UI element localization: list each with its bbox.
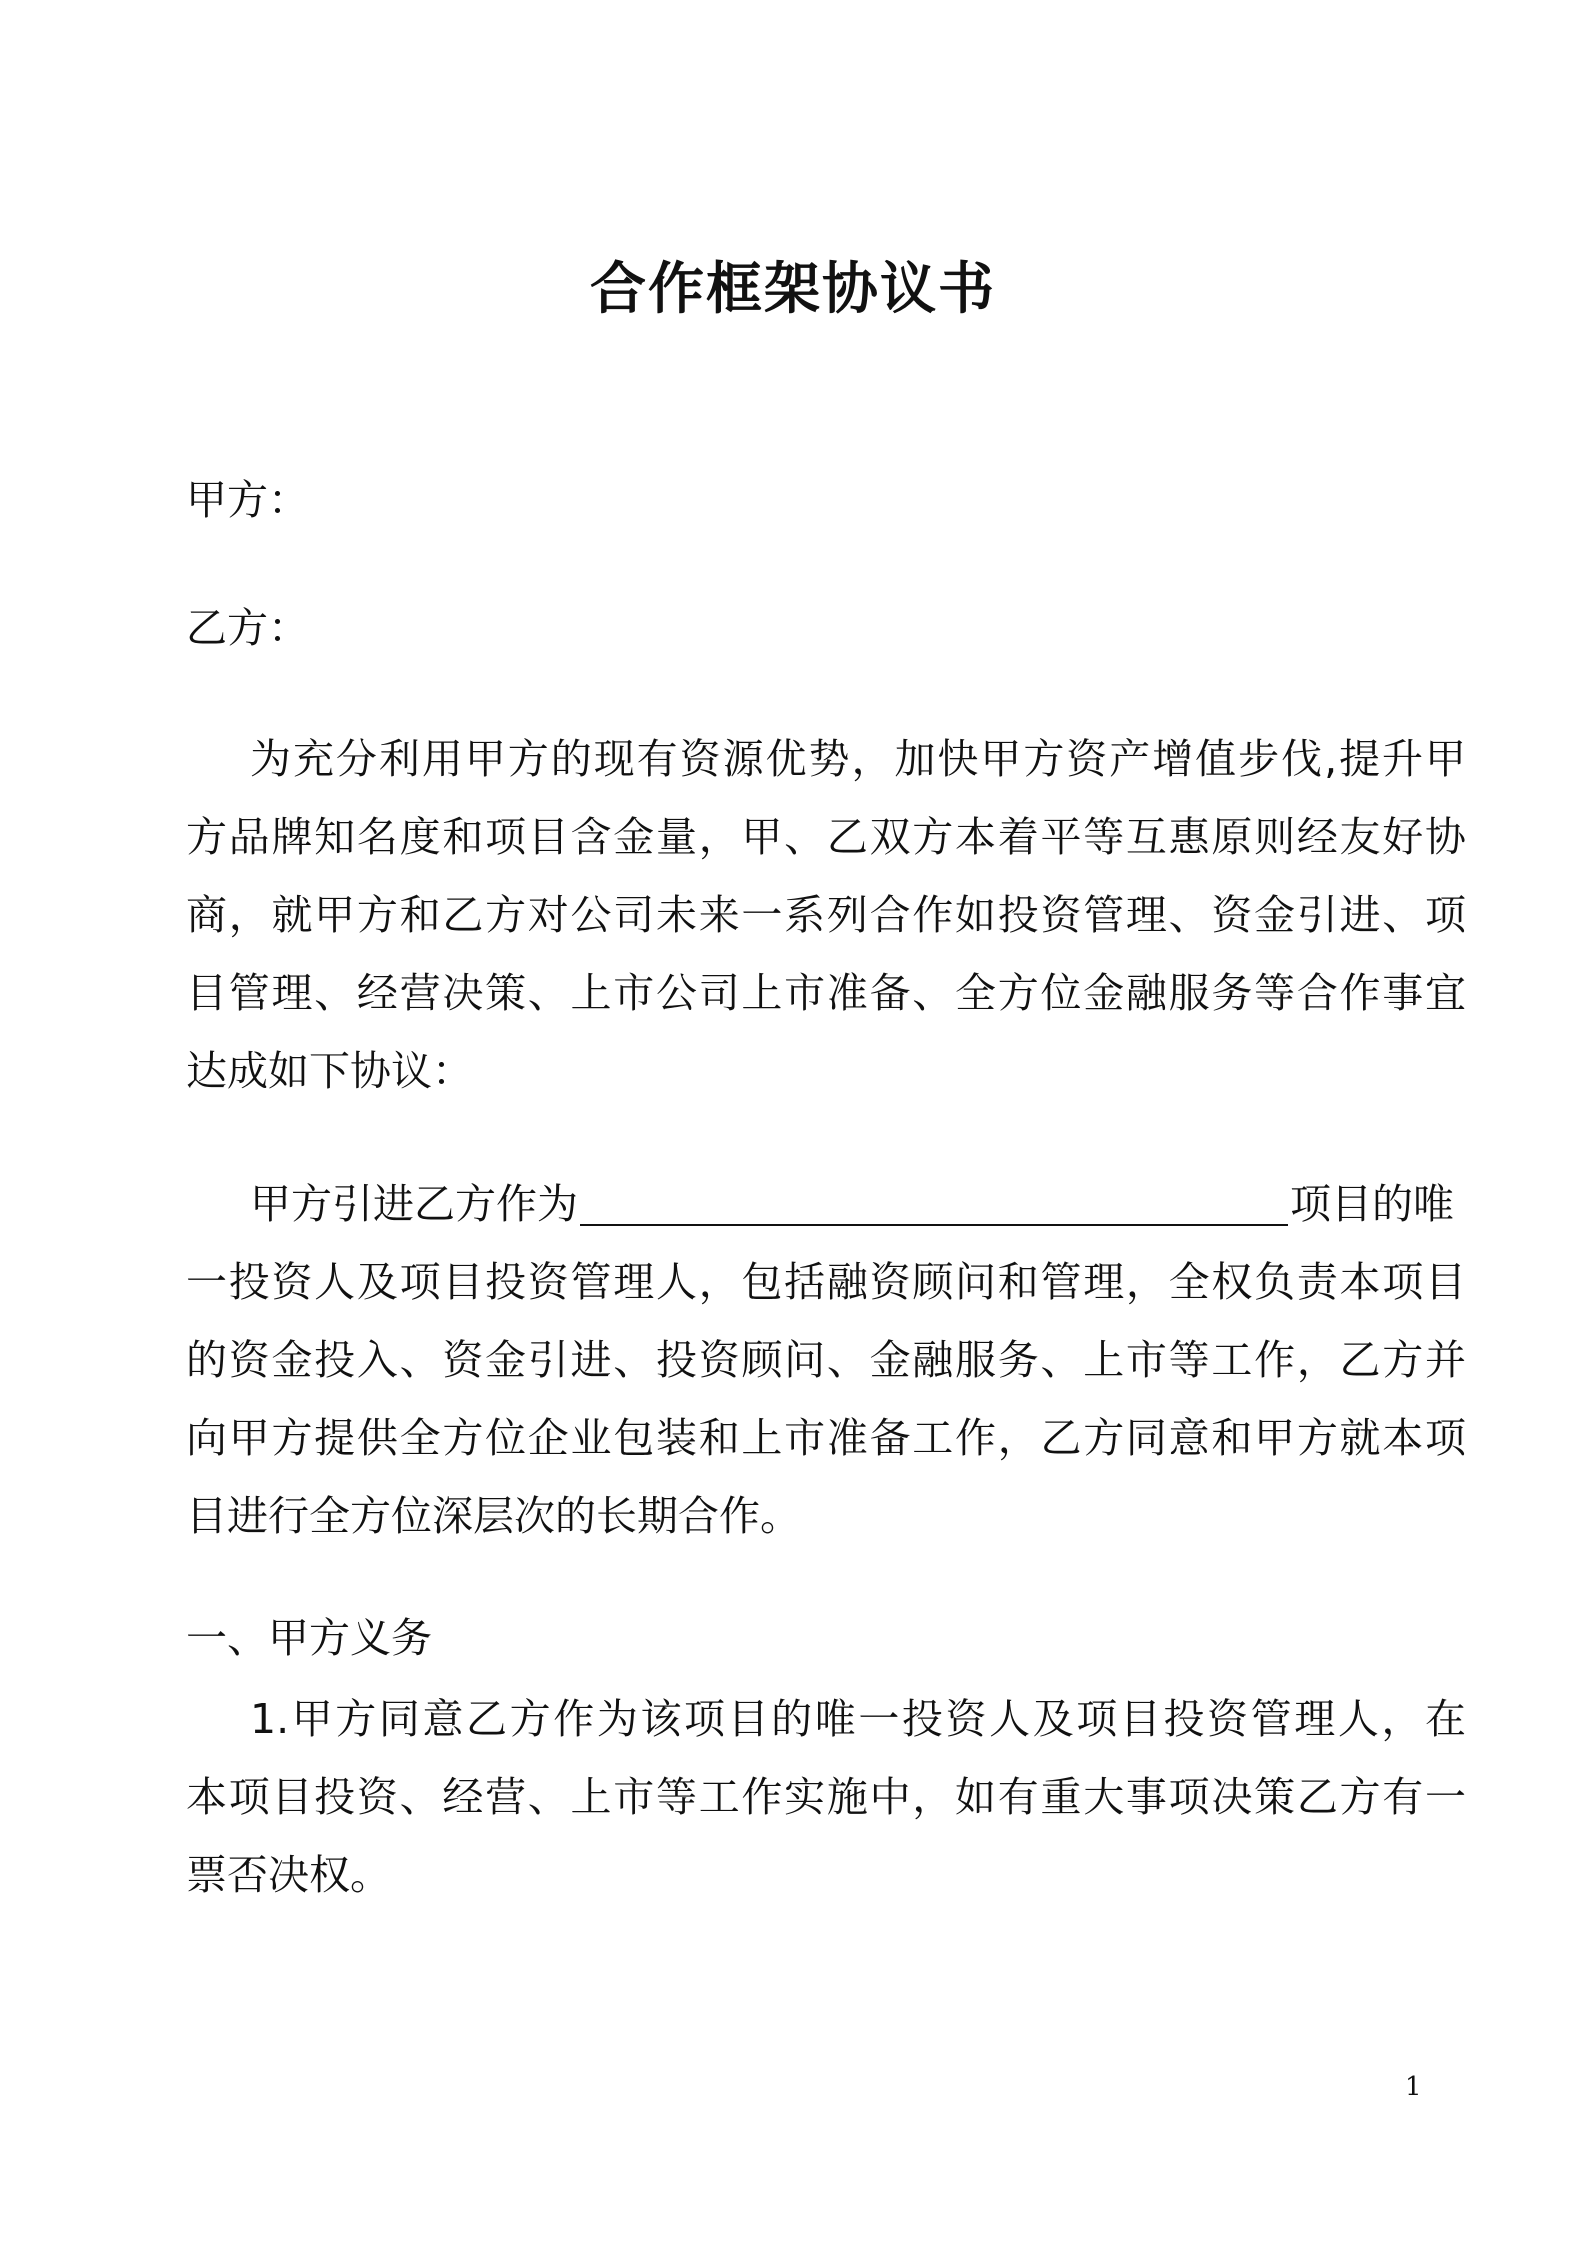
intro-tail-text: 项目的唯 [1290,1180,1454,1228]
party-b-label: 乙方： [186,604,309,652]
project-name-blank [580,1176,1288,1226]
section-heading-party-a-obligations: 一、甲方义务 [186,1614,432,1662]
preamble-line: 为充分利用甲方的现有资源优势，加快甲方资产增值步伐,提升甲 [250,735,1466,783]
clause-line: 1.甲方同意乙方作为该项目的唯一投资人及项目投资管理人，在 [250,1695,1466,1743]
preamble-line: 目管理、经营决策、上市公司上市准备、全方位金融服务等合作事宜 [186,969,1466,1017]
intro-paragraph [186,1165,1466,1555]
intro-line: 目进行全方位深层次的长期合作。 [186,1492,801,1540]
intro-first-line [186,1165,1466,1243]
clause-line: 票否决权。 [186,1851,391,1899]
document-title: 合作框架协议书 [590,257,996,322]
page-number: 1 [1405,2072,1422,2102]
clause-1-paragraph [186,1680,1466,1914]
preamble-line: 方品牌知名度和项目含金量，甲、乙双方本着平等互惠原则经友好协 [186,813,1466,861]
intro-line: 的资金投入、资金引进、投资顾问、金融服务、上市等工作，乙方并 [186,1336,1466,1384]
preamble-line: 商，就甲方和乙方对公司未来一系列合作如投资管理、资金引进、项 [186,891,1466,939]
intro-lead-text: 甲方引进乙方作为 [250,1180,578,1228]
preamble-paragraph [186,720,1466,1110]
clause-line: 本项目投资、经营、上市等工作实施中，如有重大事项决策乙方有一 [186,1773,1466,1821]
intro-line: 一投资人及项目投资管理人，包括融资顾问和管理，全权负责本项目 [186,1258,1466,1306]
intro-line: 向甲方提供全方位企业包装和上市准备工作，乙方同意和甲方就本项 [186,1414,1466,1462]
party-a-label: 甲方： [186,476,309,524]
preamble-line: 达成如下协议： [186,1047,473,1095]
